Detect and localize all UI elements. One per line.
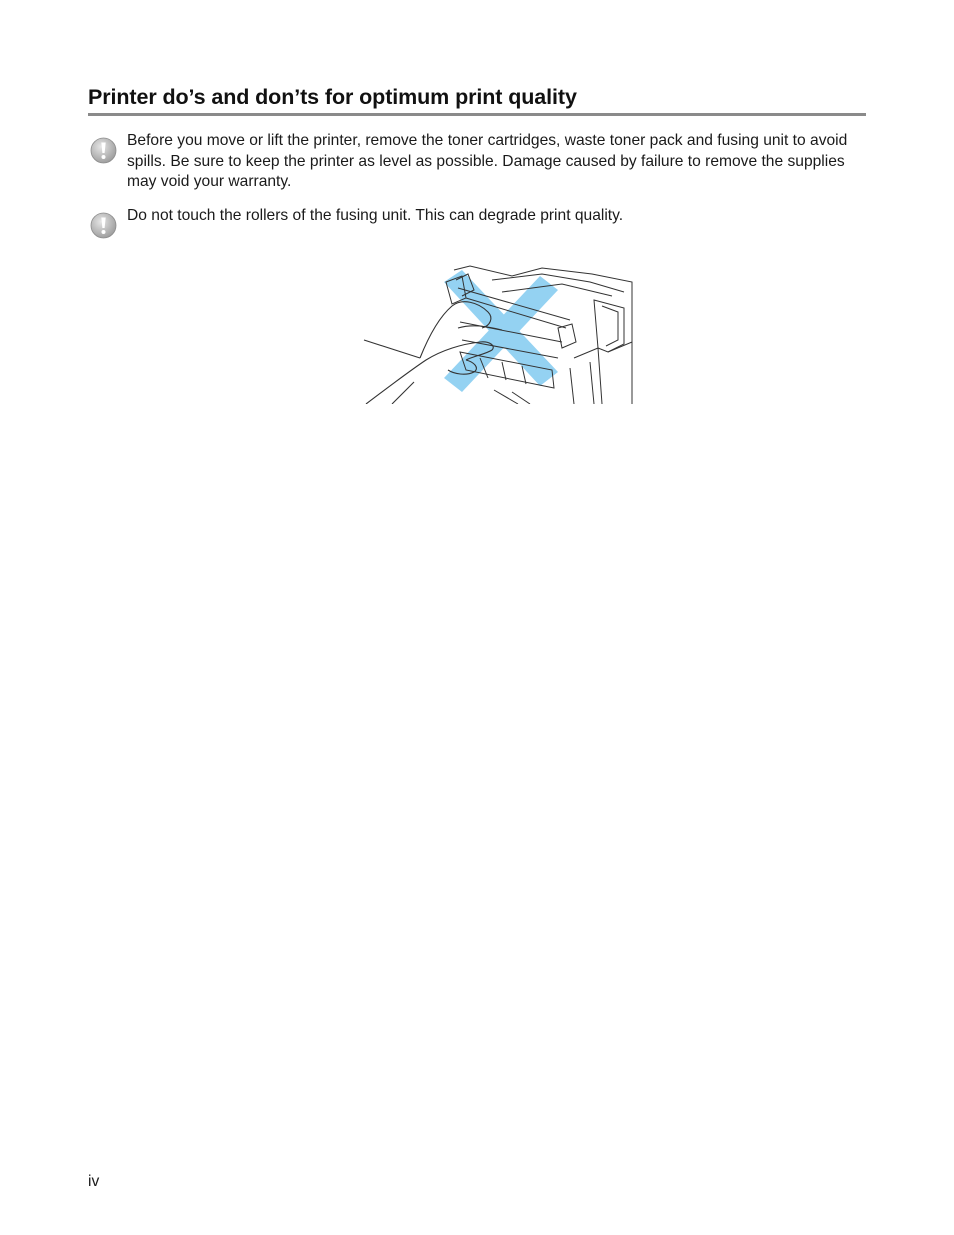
title-underline-rule [88,113,866,116]
caution-note-text: Before you move or lift the printer, remove the toner cartridges, waste toner pack and fusing unit to avoid spills. Be sure to keep the printer as level as possible. Damage caused by failure to remove the supplies may void your warranty. [127,132,848,190]
page-number: iv [88,1173,100,1190]
caution-icon [90,137,117,164]
caution-note-text: Do not touch the rollers of the fusing unit. This can degrade print quality. [127,207,624,224]
hand-touching-fuser-crossed-out-illustration [362,262,634,404]
section-title: Printer do’s and don’ts for optimum print quality [88,85,577,109]
caution-icon [90,212,117,239]
